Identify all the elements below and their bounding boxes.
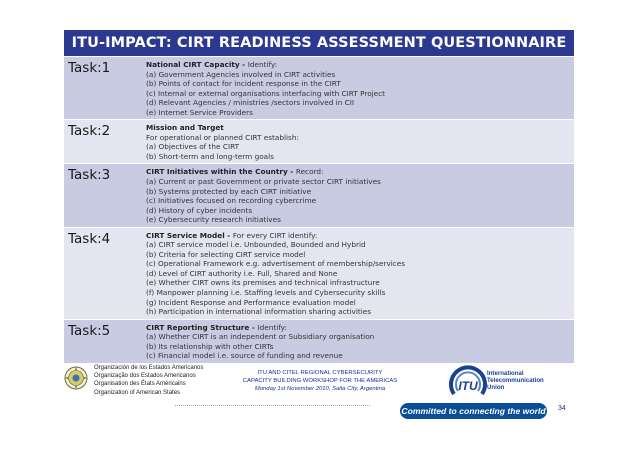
oas-footer <box>64 364 229 404</box>
itu-name-line: Telecommunication <box>487 377 544 385</box>
task-heading: Mission and Target <box>146 123 224 133</box>
task-item: (b) Its relationship with other CIRTs <box>146 341 274 351</box>
task-row <box>64 320 574 364</box>
itu-name <box>487 370 544 391</box>
page-number: 34 <box>558 405 566 412</box>
oas-line: Organisation des États Américains <box>94 381 186 388</box>
task-heading-line <box>146 167 572 177</box>
task-item: (b) Short-term and long-term goals <box>146 151 274 161</box>
task-content <box>143 164 574 226</box>
task-item: (e) Whether CIRT owns its premises and technical infrastructure <box>146 278 380 288</box>
task-item: (g) Incident Response and Performance evaluation model <box>146 297 356 307</box>
questionnaire-table <box>64 57 574 364</box>
task-item: For operational or planned CIRT establish: <box>146 132 299 142</box>
task-heading-line <box>146 60 572 70</box>
task-item: (c) Operational Framework e.g. advertisement of membership/services <box>146 259 406 269</box>
task-lead: Identify: <box>257 322 287 332</box>
itu-logo-icon <box>448 364 488 402</box>
task-item: (b) Criteria for selecting CIRT service model <box>146 249 306 259</box>
task-row <box>64 164 574 227</box>
workshop-line-1: ITU AND CITEL REGIONAL CYBERSECURITY <box>257 370 383 376</box>
task-heading-line <box>146 231 572 241</box>
task-item: (h) Participation in international information sharing activities <box>146 307 372 317</box>
task-item: (a) Whether CIRT is an independent or Subsidiary organisation <box>146 332 375 342</box>
oas-name-lines <box>94 364 203 397</box>
task-item: (e) Internet Service Providers <box>146 107 253 117</box>
footer-divider <box>175 405 370 406</box>
task-item: (a) Current or past Government or private sector CIRT initiatives <box>146 177 381 187</box>
task-row <box>64 120 574 164</box>
task-item: (d) Relevant Agencies / ministries /sectors involved in CII <box>146 98 355 108</box>
task-item: (b) Systems protected by each CIRT initiative <box>146 186 312 196</box>
task-content <box>143 57 574 119</box>
task-item: (b) Points of contact for incident response in the CIRT <box>146 79 341 89</box>
task-lead: For every CIRT identify: <box>232 230 318 240</box>
itu-logo-text: ITU <box>458 379 478 393</box>
task-lead: Record: <box>295 167 324 177</box>
task-label: Task:4 <box>68 230 111 247</box>
task-content <box>143 320 574 363</box>
task-item: (f) Manpower planning i.e. Staffing levels and Cybersecurity skills <box>146 288 386 298</box>
task-label: Task:2 <box>68 123 111 140</box>
task-content <box>143 120 574 163</box>
oas-line: Organização dos Estados Americanos <box>94 373 196 380</box>
task-row <box>64 228 574 320</box>
itu-name-line: Union <box>487 384 505 392</box>
task-item: (e) Cybersecurity research initiatives <box>146 215 281 225</box>
task-item: (c) Internal or external organisations interfacing with CIRT Project <box>146 88 386 98</box>
workshop-date: Monday 1st November 2010, Salta City, Argentina <box>254 386 386 393</box>
task-heading-line <box>146 323 572 333</box>
page-title: ITU-IMPACT: CIRT READINESS ASSESSMENT QUESTIONNAIRE <box>64 30 574 56</box>
task-content <box>143 228 574 319</box>
itu-name-line: International <box>487 370 524 377</box>
task-item: (d) Level of CIRT authority i.e. Full, Shared and None <box>146 268 338 278</box>
task-heading: CIRT Initiatives within the Country - <box>146 167 296 177</box>
task-heading-line <box>146 123 572 133</box>
oas-line: Organización de los Estados Americanos <box>94 365 204 371</box>
task-row <box>64 57 574 120</box>
task-lead: Identify: <box>247 60 278 69</box>
task-item: (c) Initiatives focused on recording cybercrime <box>146 196 317 206</box>
oas-line: Organization of American States <box>94 389 181 396</box>
task-heading: National CIRT Capacity - <box>146 60 248 69</box>
task-label: Task:5 <box>68 322 111 339</box>
task-heading: CIRT Service Model - <box>146 230 233 240</box>
task-item: (a) Objectives of the CIRT <box>146 142 240 152</box>
task-item: (c) Financial model i.e. source of funding and revenue <box>146 351 343 361</box>
itu-slogan-banner: Committed to connecting the world <box>400 403 547 419</box>
oas-seal-icon <box>64 366 88 390</box>
workshop-caption <box>225 369 415 394</box>
task-label: Task:1 <box>68 60 111 76</box>
task-item: (d) History of cyber incidents <box>146 205 253 215</box>
task-item: (a) Government Agencies involved in CIRT activities <box>146 69 336 79</box>
workshop-line-2: CAPACITY BUILDING WORKSHOP FOR THE AMERICAS <box>242 378 398 385</box>
task-item: (a) CIRT service model i.e. Unbounded, Bounded and Hybrid <box>146 240 366 250</box>
task-label: Task:3 <box>68 167 111 184</box>
task-heading: CIRT Reporting Structure - <box>146 322 258 332</box>
